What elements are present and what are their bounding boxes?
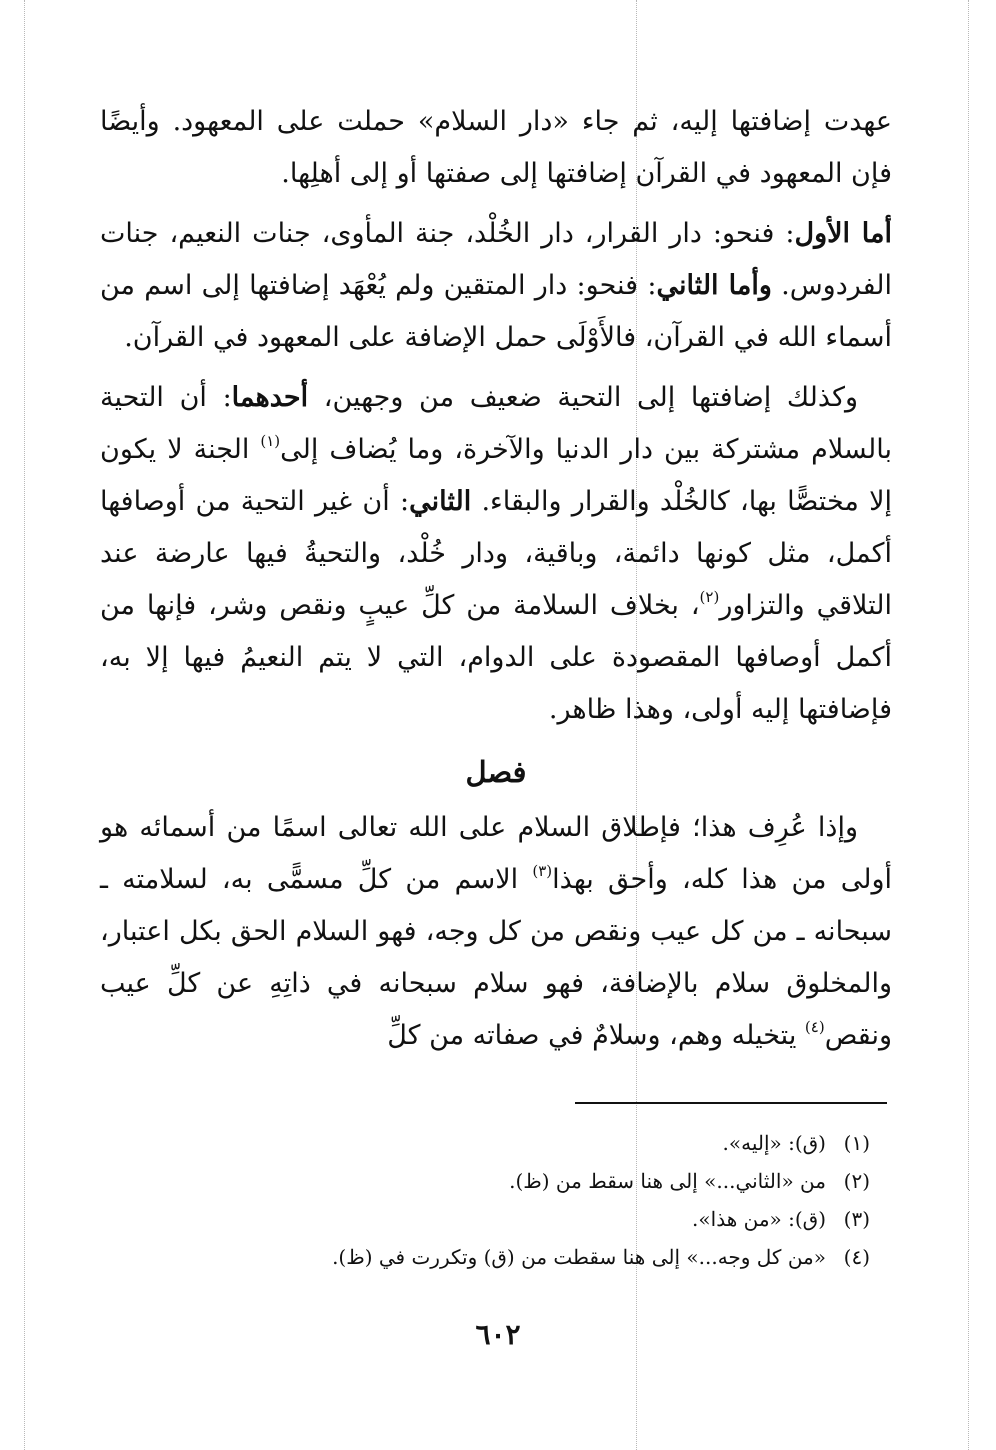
footnote-text: (ق): «من هذا». bbox=[692, 1207, 826, 1231]
footnote-number: (٤) bbox=[843, 1245, 870, 1269]
page-number: ٦٠٢ bbox=[475, 1318, 521, 1351]
footnote-text: من «الثاني...» إلى هنا سقط من (ظ). bbox=[509, 1169, 826, 1193]
footnote bbox=[100, 1238, 892, 1276]
text-run: الجنة لا يكون إلا مختصًّا بها، كالخُلْد والقرار والبقاء. bbox=[100, 434, 892, 517]
text-run: : فنحو: دار القرار، دار الخُلْد، جنة المأوى، جنات النعيم، جنات الفردوس. bbox=[100, 218, 892, 301]
text-run: وكذلك إضافتها إلى التحية ضعيف من وجهين، bbox=[308, 382, 858, 413]
footnote-text: «من كل وجه...» إلى هنا سقطت من (ق) وتكررت في (ظ). bbox=[332, 1245, 826, 1269]
text-block-upper bbox=[100, 96, 892, 736]
paragraph bbox=[100, 96, 892, 200]
footnote-number: (٢) bbox=[843, 1169, 870, 1193]
section-heading: فصل bbox=[465, 755, 527, 789]
footnote-marker: (٣) bbox=[532, 862, 553, 880]
footnote bbox=[100, 1124, 892, 1162]
bold-term: أحدهما bbox=[231, 382, 309, 413]
footnotes bbox=[100, 1124, 892, 1276]
text-run: عهدت إضافتها إليه، ثم جاء «دار السلام» حملت على المعهود. وأيضًا فإن المعهود في القرآن إضافتها إلى صفتها أو إلى أهلِها. bbox=[100, 106, 892, 189]
footnote-separator bbox=[575, 1102, 887, 1104]
scan-artifact-right bbox=[968, 0, 969, 1450]
text-run: : أن غير التحية من أوصافها أكمل، مثل كونها دائمة، وباقية، ودار خُلْد، والتحيةُ فيها عارضة عند التلاقي والتزاور bbox=[100, 486, 892, 621]
footnote-text: (ق): «إليه». bbox=[722, 1131, 826, 1155]
page-body bbox=[100, 96, 892, 1062]
paragraph bbox=[100, 208, 892, 364]
text-run: وإذا عُرِف هذا؛ فإطلاق السلام على الله تعالى اسمًا من أسمائه هو أولى من هذا كله، وأحق بهذا bbox=[100, 812, 892, 895]
footnote-marker: (٢) bbox=[699, 588, 720, 606]
footnote-marker: (١) bbox=[260, 432, 281, 450]
footnote-marker: (٤) bbox=[804, 1018, 825, 1036]
paragraph bbox=[100, 802, 892, 1062]
text-block-lower bbox=[100, 802, 892, 1062]
footnote-number: (١) bbox=[843, 1131, 870, 1155]
footnote-number: (٣) bbox=[843, 1207, 870, 1231]
text-run: الاسم من كلِّ مسمًّى به، لسلامته ـ سبحانه ـ من كل عيب ونقص من كل وجه، فهو السلام الحق بكل اعتبار، والمخلوق سلام بالإضافة، فهو سلام سبحانه في ذاتِهِ عن كلِّ عيب ونقص bbox=[100, 864, 892, 1051]
text-run: يتخيله وهم، وسلامٌ في صفاته من كلِّ bbox=[387, 1020, 805, 1051]
text-run: ، بخلاف السلامة من كلِّ عيبٍ ونقص وشر، فإنها من أكمل أوصافها المقصودة على الدوام، التي لا يتم النعيمُ فيها إلا به، فإضافتها إليه أولى، وهذا ظاهر. bbox=[100, 590, 892, 725]
bold-term: وأما الثاني bbox=[656, 270, 772, 301]
text-run: : أن التحية بالسلام مشتركة بين دار الدنيا والآخرة، وما يُضاف إلى bbox=[100, 382, 892, 465]
paragraph bbox=[100, 372, 892, 736]
footnote bbox=[100, 1200, 892, 1238]
text-run: : فنحو: دار المتقين ولم يُعْهَد إضافتها إلى اسم من أسماء الله في القرآن، فالأَوْلَى حمل الإضافة على المعهود في القرآن. bbox=[100, 270, 892, 353]
footnote bbox=[100, 1162, 892, 1200]
bold-term: الثاني bbox=[409, 486, 472, 517]
scan-artifact-left bbox=[24, 0, 25, 1450]
bold-term: أما الأول bbox=[794, 218, 892, 249]
